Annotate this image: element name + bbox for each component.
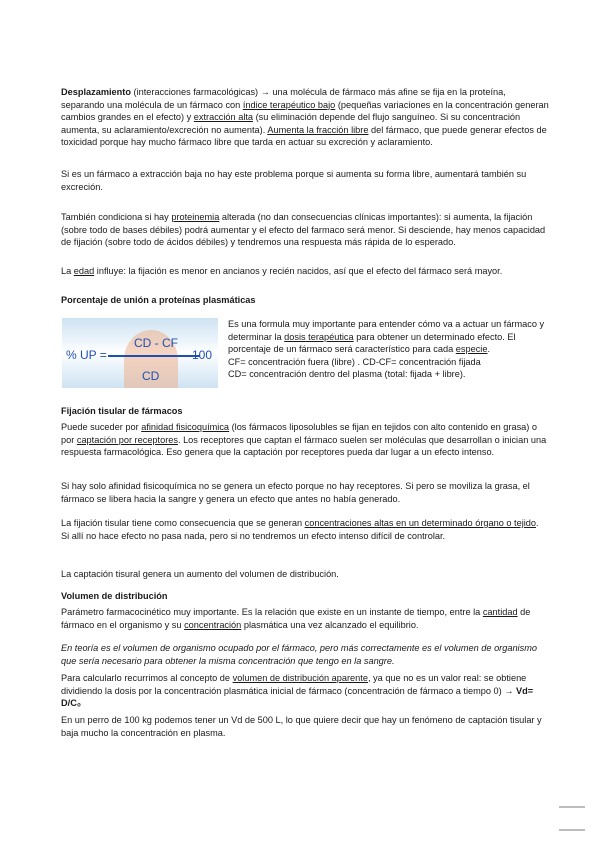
paragraph-solo-afinidad: Si hay solo afinidad fisicoquímica no se genera un efecto porque no hay receptores. Si pero se moviliza la grasa, el fármaco se libera hacia la sangre y genera un efecto que antes no había generado. (61, 481, 530, 504)
term-concentraciones-altas: concentraciones altas en un determinado órgano o tejido (304, 518, 536, 528)
term-dosis-terapeutica: dosis terapéutica (284, 331, 354, 342)
text: , ya que no es un valor real: se obtiene dividiendo la dosis por la concentración plasmática inicial de fármaco (concentración de fármaco a tiempo 0) → (61, 673, 527, 696)
term-especie: especie (455, 344, 488, 355)
text: alterada (no dan consecuencias clínicas importantes): si aumenta, la fijación (sobre todo de bases débiles) podrá aumentar y el efecto del farmaco será menor. Si desciende, hay menos capacidad de fijación (sobre todo de ácidos débiles) y tendremos una respuesta más rápida de lo esperado. (61, 212, 546, 248)
term-cantidad: cantidad (482, 607, 518, 617)
paragraph-extraccion-baja: Si es un fármaco a extracción baja no hay este problema porque si aumenta su forma libre, aumentará también su excreción. (61, 169, 527, 192)
text: . Los receptores que captan el fármaco suelen ser moléculas que desarrollan o inician una respuesta farmacológica. Eso genera que la captación por receptores pueda dar lugar a un efecto intenso. (61, 434, 547, 458)
text: Es una formula muy importante para entender cómo va a actuar un fármaco y determinar la (228, 319, 545, 342)
formula-explanation (228, 318, 550, 356)
paragraph-afinidad (61, 421, 549, 459)
text: plasmática una vez alcanzado el equilibrio. (241, 619, 419, 630)
paragraph-desplazamiento (61, 86, 549, 149)
text: (los fármacos liposolubles se fijan en tejidos con alto contenido en grasa) o por (61, 422, 538, 445)
text: Parámetro farmacocinético muy importante. Es la relación que existe en un instante de tiempo, entre la (61, 607, 483, 617)
text: La fijación tisular tiene como consecuencia que se generan (61, 518, 305, 528)
formula-lhs: % UP = (66, 348, 107, 362)
formula-figure (62, 318, 218, 388)
term-concentracion: concentración (184, 619, 242, 630)
formula-rhs: 100 (192, 348, 213, 362)
fraction-bar (108, 355, 200, 357)
formula-numerator: CD - CF (134, 336, 178, 350)
paragraph-captacion-tisural: La captación tisural genera un aumento del volumen de distribución. (61, 569, 339, 579)
text: (interacciones farmacológicas) → una molécula de fármaco más afine se fija en la proteína, separando una molécula de un fármaco con (61, 87, 506, 110)
text: Puede suceder por (61, 422, 142, 432)
definition-cd: CD= concentración dentro del plasma (total: fijada + libre). (228, 369, 466, 380)
text: influye: la fijación es menor en ancianos y recién nacidos, así que el efecto del fármaco será mayor. (94, 266, 503, 276)
text: (pequeñas variaciones en la concentración generan cambios grandes en el efecto) y (61, 99, 549, 123)
term-fraccion-libre: Aumenta la fracción libre (267, 124, 369, 135)
term-afinidad-fisicoquimica: afinidad fisicoquímica (141, 422, 230, 432)
term-indice-terapeutico: índice terapéutico bajo (242, 99, 336, 110)
heading-fijacion-tisular: Fijación tisular de fármacos (61, 406, 183, 416)
text: Para calcularlo recurrimos al concepto de (61, 673, 233, 683)
formula-denominator: CD (142, 369, 160, 383)
paragraph-edad (61, 265, 549, 278)
term-volumen-aparente: volumen de distribución aparente (232, 673, 368, 683)
text: . Si allí no hace efecto no pasa nada, pero si no tendremos un efecto intenso difícil de controlar. (61, 518, 539, 541)
text: para obtener un determinado efecto. El porcentaje de un fármaco será característico para cada (228, 331, 516, 355)
paragraph-perro: En un perro de 100 kg podemos tener un Vd de 500 L, lo que quiere decir que hay un fenómeno de captación tisular y baja mucho la concentración en plasma. (61, 715, 542, 738)
text: (su eliminación depende del flujo sanguíneo. Si su concentración aumenta, su aclaramiento/excreción no aumenta). (61, 112, 521, 135)
paragraph-calculo (61, 672, 549, 710)
text: de fármaco en el organismo y su (61, 607, 531, 630)
term-desplazamiento: Desplazamiento (61, 87, 131, 97)
term-edad: edad (73, 266, 95, 276)
term-captacion-receptores: captación por receptores (76, 434, 178, 445)
text: . (487, 344, 491, 355)
term-proteinemia: proteinemia (171, 212, 220, 222)
page-marker-top (559, 806, 585, 808)
text: La (61, 266, 74, 276)
text: También condiciona si hay (61, 212, 172, 222)
formula-vd: Vd= D/C₀ (61, 685, 534, 709)
heading-volumen-distribucion: Volumen de distribución (61, 591, 168, 601)
paragraph-parametro (61, 606, 549, 631)
formula-description (228, 318, 550, 381)
term-extraccion-alta: extracción alta (193, 112, 254, 123)
paragraph-teoria: En teoría es el volumen de organismo ocupado por el fármaco, pero más correctamente es el volumen de organismo que sería necesario para obtener la misma concentración que tengo en la sangre. (61, 643, 537, 666)
paragraph-consecuencia (61, 517, 549, 542)
definition-cf: CF= concentración fuera (libre) . CD-CF= concentración fijada (228, 356, 481, 367)
page-marker-bottom (559, 829, 585, 831)
heading-porcentaje-union: Porcentaje de unión a proteínas plasmáticas (61, 295, 256, 305)
paragraph-proteinemia (61, 211, 549, 249)
text: del fármaco, que puede generar efectos de toxicidad porque hay mucho fármaco libre que tarda en actuar su excreción y aclaramiento. (61, 124, 547, 148)
